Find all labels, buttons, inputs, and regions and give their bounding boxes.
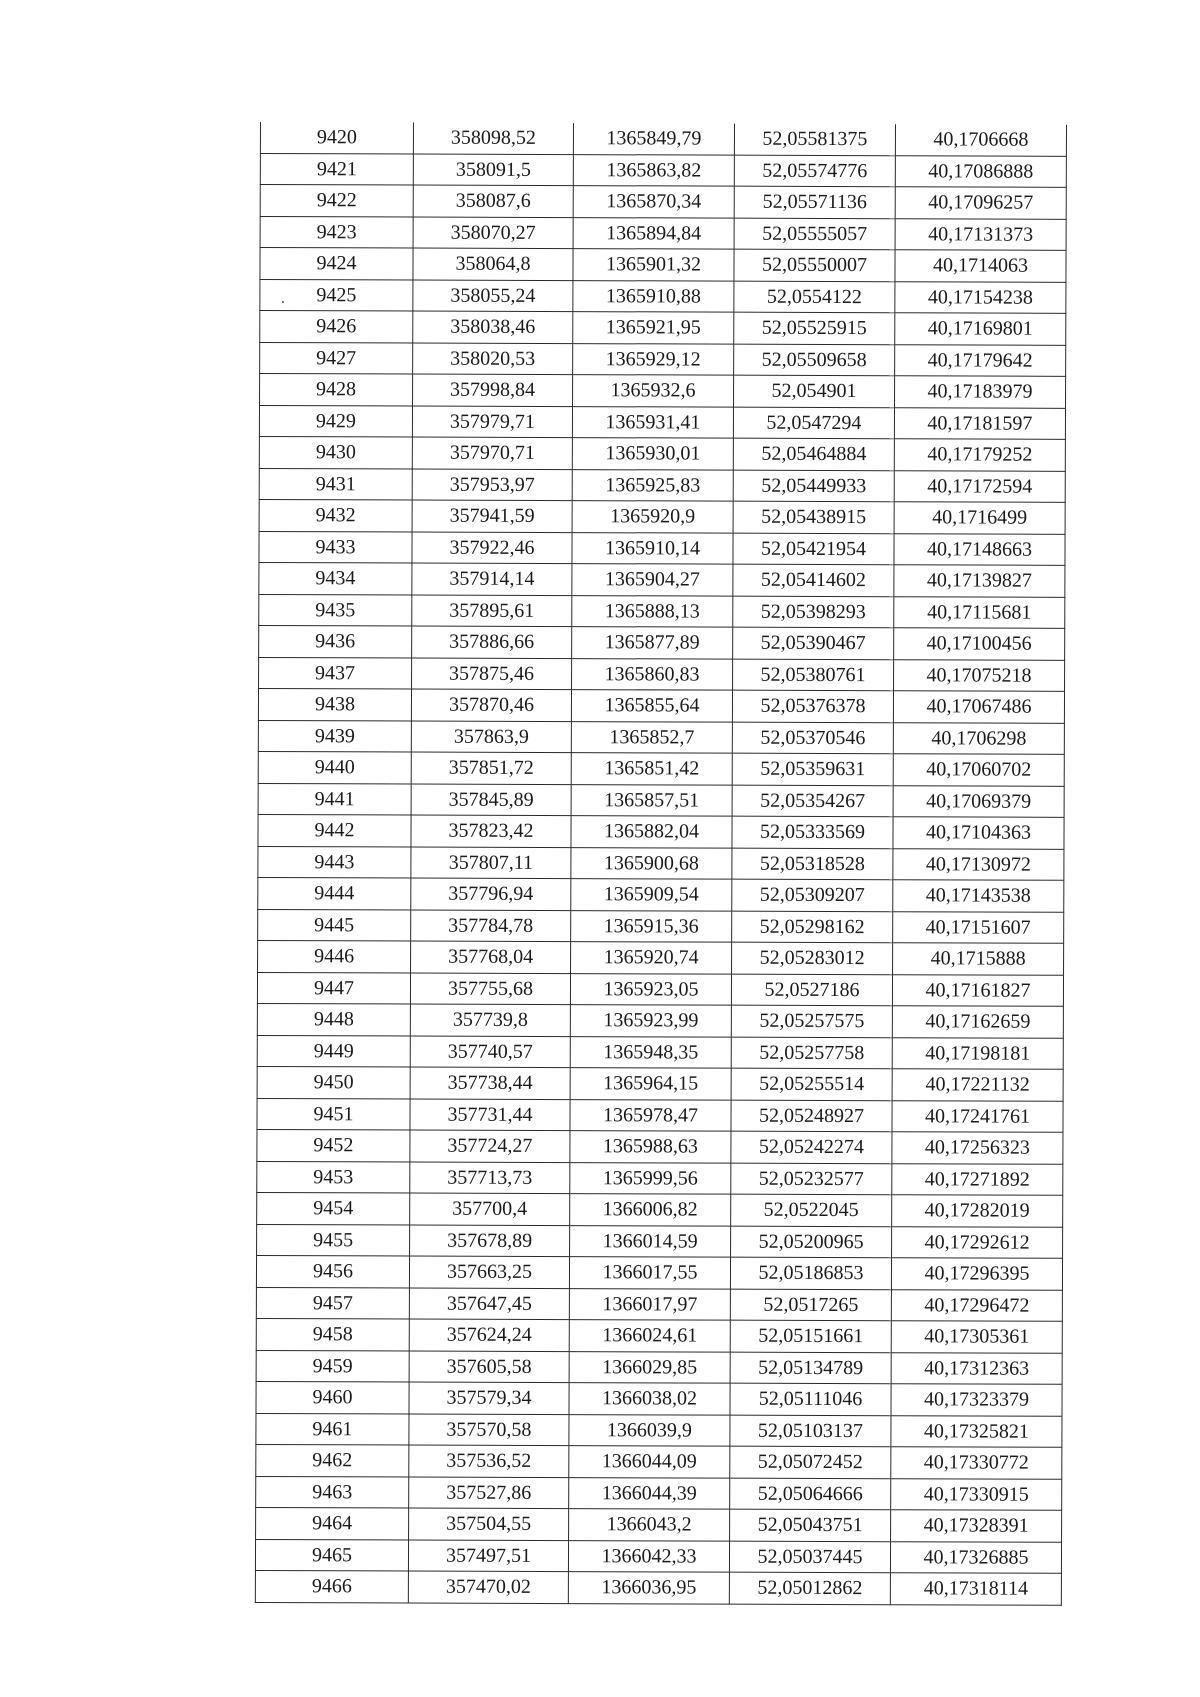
x-coordinate-cell: 357979,71 — [412, 406, 572, 438]
x-coordinate-cell: 357678,89 — [410, 1225, 570, 1257]
table-row — [257, 1224, 1063, 1258]
point-number-cell: 9452 — [257, 1129, 410, 1161]
longitude-cell: 40,17069379 — [893, 785, 1064, 817]
table-row — [256, 1350, 1062, 1384]
y-coordinate-cell: 1365877,89 — [572, 627, 733, 659]
table-row — [258, 814, 1064, 848]
y-coordinate-cell: 1365921,95 — [573, 312, 734, 344]
latitude-cell: 52,05581375 — [734, 124, 895, 156]
x-coordinate-cell: 358098,52 — [413, 123, 573, 155]
x-coordinate-cell: 357863,9 — [411, 721, 571, 753]
table-row — [259, 468, 1065, 502]
latitude-cell: 52,05232577 — [731, 1163, 892, 1195]
longitude-cell: 40,1714063 — [895, 250, 1066, 282]
longitude-cell: 40,17282019 — [892, 1195, 1063, 1227]
latitude-cell: 52,05359631 — [732, 753, 893, 785]
latitude-cell: 52,054901 — [734, 375, 895, 407]
latitude-cell: 52,05298162 — [732, 911, 893, 943]
x-coordinate-cell: 357713,73 — [410, 1162, 570, 1194]
latitude-cell: 52,05134789 — [730, 1352, 891, 1384]
point-number-cell: 9462 — [256, 1444, 409, 1476]
longitude-cell: 40,17296395 — [891, 1258, 1062, 1290]
latitude-cell: 52,05449933 — [733, 470, 894, 502]
longitude-cell: 40,17198181 — [892, 1037, 1063, 1069]
longitude-cell: 40,17096257 — [895, 187, 1066, 219]
x-coordinate-cell: 357796,94 — [411, 878, 571, 910]
longitude-cell: 40,17151607 — [893, 911, 1064, 943]
coordinates-table — [255, 122, 1067, 1605]
latitude-cell: 52,05111046 — [730, 1383, 891, 1415]
x-coordinate-cell: 357845,89 — [411, 784, 571, 816]
point-number-cell: 9464 — [256, 1507, 409, 1539]
point-number-cell: 9432 — [259, 499, 412, 531]
longitude-cell: 40,1715888 — [893, 943, 1064, 975]
table-row — [257, 1161, 1063, 1195]
y-coordinate-cell: 1365915,36 — [571, 910, 732, 942]
y-coordinate-cell: 1365863,82 — [573, 154, 734, 186]
table-row — [260, 153, 1066, 187]
table-row — [258, 909, 1064, 943]
point-number-cell: 9427 — [260, 342, 413, 374]
latitude-cell: 52,05354267 — [732, 785, 893, 817]
x-coordinate-cell: 357807,11 — [411, 847, 571, 879]
latitude-cell: 52,05043751 — [730, 1509, 891, 1541]
y-coordinate-cell: 1365901,32 — [573, 249, 734, 281]
longitude-cell: 40,1716499 — [894, 502, 1065, 534]
table-row — [259, 594, 1065, 628]
x-coordinate-cell: 357875,46 — [412, 658, 572, 690]
longitude-cell: 40,17296472 — [891, 1289, 1062, 1321]
longitude-cell: 40,17330772 — [891, 1447, 1062, 1479]
point-number-cell: 9465 — [255, 1539, 408, 1571]
table-row — [257, 1003, 1063, 1037]
longitude-cell: 40,17326885 — [890, 1541, 1061, 1573]
x-coordinate-cell: 357470,02 — [408, 1571, 568, 1603]
point-number-cell: 9461 — [256, 1413, 409, 1445]
point-number-cell: 9443 — [258, 846, 411, 878]
latitude-cell: 52,05574776 — [734, 155, 895, 187]
point-number-cell: 9459 — [256, 1350, 409, 1382]
longitude-cell: 40,17325821 — [891, 1415, 1062, 1447]
point-number-cell: 9429 — [259, 405, 412, 437]
table-row — [257, 1066, 1063, 1100]
point-number-cell: 9424 — [260, 248, 413, 280]
point-number-cell: 9421 — [260, 153, 413, 185]
latitude-cell: 52,05242274 — [731, 1131, 892, 1163]
table-row — [258, 688, 1064, 722]
latitude-cell: 52,05398293 — [733, 596, 894, 628]
longitude-cell: 40,17318114 — [890, 1573, 1061, 1605]
latitude-cell: 52,05438915 — [733, 501, 894, 533]
table-row — [260, 122, 1066, 156]
table-row — [258, 940, 1064, 974]
table-row — [260, 342, 1066, 376]
latitude-cell: 52,0522045 — [731, 1194, 892, 1226]
longitude-cell: 40,17131373 — [895, 218, 1066, 250]
table-body — [255, 122, 1066, 1605]
x-coordinate-cell: 357663,25 — [409, 1256, 569, 1288]
longitude-cell: 40,17323379 — [891, 1384, 1062, 1416]
table-row — [258, 751, 1064, 785]
longitude-cell: 40,17130972 — [893, 848, 1064, 880]
table-row — [255, 1570, 1061, 1604]
point-number-cell: 9455 — [257, 1224, 410, 1256]
latitude-cell: 52,05390467 — [733, 627, 894, 659]
longitude-cell: 40,17305361 — [891, 1321, 1062, 1353]
point-number-cell: 9460 — [256, 1381, 409, 1413]
point-number-cell: 9457 — [256, 1287, 409, 1319]
y-coordinate-cell: 1365978,47 — [570, 1099, 731, 1131]
longitude-cell: 40,17256323 — [892, 1132, 1063, 1164]
longitude-cell: 40,17183979 — [895, 376, 1066, 408]
longitude-cell: 40,17221132 — [892, 1069, 1063, 1101]
x-coordinate-cell: 357739,8 — [410, 1004, 570, 1036]
point-number-cell: 9439 — [258, 720, 411, 752]
point-number-cell: 9435 — [259, 594, 412, 626]
latitude-cell: 52,05464884 — [733, 438, 894, 470]
y-coordinate-cell: 1366036,95 — [568, 1572, 729, 1604]
y-coordinate-cell: 1365931,41 — [572, 406, 733, 438]
point-number-cell: 9437 — [259, 657, 412, 689]
longitude-cell: 40,17148663 — [894, 533, 1065, 565]
point-number-cell: 9442 — [258, 814, 411, 846]
x-coordinate-cell: 357536,52 — [409, 1445, 569, 1477]
x-coordinate-cell: 357851,72 — [411, 752, 571, 784]
y-coordinate-cell: 1365904,27 — [572, 564, 733, 596]
longitude-cell: 40,17161827 — [892, 974, 1063, 1006]
table-row — [256, 1381, 1062, 1415]
y-coordinate-cell: 1365923,05 — [570, 973, 731, 1005]
point-number-cell: 9426 — [260, 311, 413, 343]
y-coordinate-cell: 1366044,39 — [569, 1477, 730, 1509]
x-coordinate-cell: 357886,66 — [412, 626, 572, 658]
point-number-cell: 9449 — [257, 1035, 410, 1067]
table-row — [260, 374, 1066, 408]
longitude-cell: 40,17075218 — [894, 659, 1065, 691]
point-number-cell: 9420 — [260, 122, 413, 154]
point-number-cell: 9448 — [257, 1003, 410, 1035]
x-coordinate-cell: 358087,6 — [413, 185, 573, 217]
y-coordinate-cell: 1366044,09 — [569, 1446, 730, 1478]
y-coordinate-cell: 1365910,88 — [573, 280, 734, 312]
point-number-cell: 9434 — [259, 562, 412, 594]
x-coordinate-cell: 357605,58 — [409, 1351, 569, 1383]
y-coordinate-cell: 1365894,84 — [573, 217, 734, 249]
longitude-cell: 40,17181597 — [894, 407, 1065, 439]
y-coordinate-cell: 1365870,34 — [573, 186, 734, 218]
latitude-cell: 52,05318528 — [732, 848, 893, 880]
point-number-cell: 9454 — [257, 1192, 410, 1224]
latitude-cell: 52,05555057 — [734, 218, 895, 250]
table-row — [256, 1476, 1062, 1510]
longitude-cell: 40,17292612 — [892, 1226, 1063, 1258]
x-coordinate-cell: 357784,78 — [411, 910, 571, 942]
x-coordinate-cell: 357870,46 — [411, 689, 571, 721]
x-coordinate-cell: 357624,24 — [409, 1319, 569, 1351]
longitude-cell: 40,17172594 — [894, 470, 1065, 502]
table-row — [260, 185, 1066, 219]
table-row — [259, 531, 1065, 565]
latitude-cell: 52,05248927 — [731, 1100, 892, 1132]
y-coordinate-cell: 1365948,35 — [570, 1036, 731, 1068]
longitude-cell: 40,17241761 — [892, 1100, 1063, 1132]
latitude-cell: 52,05550007 — [734, 249, 895, 281]
point-number-cell: 9445 — [258, 909, 411, 941]
table-row — [257, 1129, 1063, 1163]
latitude-cell: 52,05376378 — [732, 690, 893, 722]
latitude-cell: 52,05012862 — [729, 1572, 890, 1604]
x-coordinate-cell: 357768,04 — [411, 941, 571, 973]
y-coordinate-cell: 1365999,56 — [570, 1162, 731, 1194]
table-row — [257, 1192, 1063, 1226]
longitude-cell: 40,17271892 — [892, 1163, 1063, 1195]
y-coordinate-cell: 1366043,2 — [569, 1509, 730, 1541]
x-coordinate-cell: 357579,34 — [409, 1382, 569, 1414]
longitude-cell: 40,17100456 — [894, 628, 1065, 660]
x-coordinate-cell: 357504,55 — [409, 1508, 569, 1540]
y-coordinate-cell: 1365909,54 — [571, 879, 732, 911]
latitude-cell: 52,05186853 — [730, 1257, 891, 1289]
x-coordinate-cell: 358064,8 — [413, 248, 573, 280]
y-coordinate-cell: 1365920,74 — [571, 942, 732, 974]
point-number-cell: 9444 — [258, 877, 411, 909]
table-row — [260, 279, 1066, 313]
x-coordinate-cell: 357738,44 — [410, 1067, 570, 1099]
table-row — [256, 1507, 1062, 1541]
y-coordinate-cell: 1366039,9 — [569, 1414, 730, 1446]
table-row — [260, 311, 1066, 345]
table-row — [255, 1539, 1061, 1573]
x-coordinate-cell: 357497,51 — [408, 1540, 568, 1572]
y-coordinate-cell: 1365852,7 — [571, 721, 732, 753]
latitude-cell: 52,0517265 — [730, 1289, 891, 1321]
y-coordinate-cell: 1365882,04 — [571, 816, 732, 848]
y-coordinate-cell: 1366017,55 — [569, 1257, 730, 1289]
point-number-cell: 9438 — [258, 688, 411, 720]
x-coordinate-cell: 357914,14 — [412, 563, 572, 595]
latitude-cell: 52,05200965 — [731, 1226, 892, 1258]
y-coordinate-cell: 1366024,61 — [569, 1320, 730, 1352]
longitude-cell: 40,17162659 — [892, 1006, 1063, 1038]
x-coordinate-cell: 357570,58 — [409, 1414, 569, 1446]
y-coordinate-cell: 1365857,51 — [571, 784, 732, 816]
y-coordinate-cell: 1365988,63 — [570, 1131, 731, 1163]
longitude-cell: 40,17115681 — [894, 596, 1065, 628]
point-number-cell: 9446 — [258, 940, 411, 972]
latitude-cell: 52,05255514 — [731, 1068, 892, 1100]
latitude-cell: 52,05414602 — [733, 564, 894, 596]
longitude-cell: 40,17086888 — [895, 155, 1066, 187]
latitude-cell: 52,05571136 — [734, 186, 895, 218]
table-row — [257, 1098, 1063, 1132]
point-number-cell: 9450 — [257, 1066, 410, 1098]
x-coordinate-cell: 358070,27 — [413, 217, 573, 249]
point-number-cell: 9428 — [260, 374, 413, 406]
point-number-cell: 9458 — [256, 1318, 409, 1350]
y-coordinate-cell: 1365923,99 — [570, 1005, 731, 1037]
y-coordinate-cell: 1366017,97 — [569, 1288, 730, 1320]
x-coordinate-cell: 357527,86 — [409, 1477, 569, 1509]
table-row — [257, 972, 1063, 1006]
y-coordinate-cell: 1365920,9 — [572, 501, 733, 533]
longitude-cell: 40,1706668 — [895, 124, 1066, 156]
x-coordinate-cell: 357647,45 — [409, 1288, 569, 1320]
y-coordinate-cell: 1365888,13 — [572, 595, 733, 627]
latitude-cell: 52,05037445 — [729, 1541, 890, 1573]
latitude-cell: 52,0547294 — [733, 407, 894, 439]
latitude-cell: 52,05380761 — [733, 659, 894, 691]
longitude-cell: 40,17060702 — [893, 754, 1064, 786]
point-number-cell: 9422 — [260, 185, 413, 217]
point-number-cell: 9456 — [256, 1255, 409, 1287]
point-number-cell: 9453 — [257, 1161, 410, 1193]
table-row — [256, 1444, 1062, 1478]
latitude-cell: 52,0554122 — [734, 281, 895, 313]
x-coordinate-cell: 357998,84 — [413, 374, 573, 406]
y-coordinate-cell: 1366029,85 — [569, 1351, 730, 1383]
table-row — [258, 877, 1064, 911]
point-number-cell: 9451 — [257, 1098, 410, 1130]
y-coordinate-cell: 1365851,42 — [571, 753, 732, 785]
latitude-cell: 52,05283012 — [732, 942, 893, 974]
longitude-cell: 40,17169801 — [895, 313, 1066, 345]
latitude-cell: 52,05064666 — [730, 1478, 891, 1510]
table-row — [258, 720, 1064, 754]
latitude-cell: 52,05257758 — [731, 1037, 892, 1069]
y-coordinate-cell: 1366038,02 — [569, 1383, 730, 1415]
y-coordinate-cell: 1366042,33 — [568, 1540, 729, 1572]
point-number-cell: 9463 — [256, 1476, 409, 1508]
table-row — [259, 562, 1065, 596]
y-coordinate-cell: 1365929,12 — [573, 343, 734, 375]
table-row — [256, 1318, 1062, 1352]
table-row — [260, 248, 1066, 282]
point-number-cell: 9441 — [258, 783, 411, 815]
longitude-cell: 40,17312363 — [891, 1352, 1062, 1384]
table-row — [259, 499, 1065, 533]
x-coordinate-cell: 357755,68 — [410, 973, 570, 1005]
x-coordinate-cell: 357823,42 — [411, 815, 571, 847]
longitude-cell: 40,17143538 — [893, 880, 1064, 912]
y-coordinate-cell: 1365925,83 — [572, 469, 733, 501]
point-number-cell: 9436 — [259, 625, 412, 657]
point-number-cell: 9466 — [255, 1570, 408, 1602]
table-row — [256, 1413, 1062, 1447]
table-row — [256, 1255, 1062, 1289]
y-coordinate-cell: 1366006,82 — [570, 1194, 731, 1226]
x-coordinate-cell: 357922,46 — [412, 532, 572, 564]
latitude-cell: 52,05370546 — [732, 722, 893, 754]
table-row — [259, 405, 1065, 439]
x-coordinate-cell: 358091,5 — [413, 154, 573, 186]
latitude-cell: 52,05072452 — [730, 1446, 891, 1478]
x-coordinate-cell: 357700,4 — [410, 1193, 570, 1225]
y-coordinate-cell: 1366014,59 — [570, 1225, 731, 1257]
longitude-cell: 40,17067486 — [893, 691, 1064, 723]
longitude-cell: 40,17139827 — [894, 565, 1065, 597]
latitude-cell: 52,05151661 — [730, 1320, 891, 1352]
latitude-cell: 52,05525915 — [734, 312, 895, 344]
point-number-cell: 9430 — [259, 436, 412, 468]
x-coordinate-cell: 357970,71 — [412, 437, 572, 469]
table-row — [259, 436, 1065, 470]
table-row — [260, 216, 1066, 250]
x-coordinate-cell: 357953,97 — [412, 469, 572, 501]
point-number-cell: 9433 — [259, 531, 412, 563]
table-row — [259, 657, 1065, 691]
table-row — [259, 625, 1065, 659]
longitude-cell: 40,17179642 — [895, 344, 1066, 376]
y-coordinate-cell: 1365900,68 — [571, 847, 732, 879]
longitude-cell: 40,17330915 — [891, 1478, 1062, 1510]
x-coordinate-cell: 358055,24 — [413, 280, 573, 312]
y-coordinate-cell: 1365930,01 — [572, 438, 733, 470]
point-number-cell: 9440 — [258, 751, 411, 783]
longitude-cell: 40,1706298 — [893, 722, 1064, 754]
latitude-cell: 52,0527186 — [731, 974, 892, 1006]
point-number-cell: 9425 — [260, 279, 413, 311]
point-number-cell: 9423 — [260, 216, 413, 248]
latitude-cell: 52,05257575 — [731, 1005, 892, 1037]
y-coordinate-cell: 1365932,6 — [573, 375, 734, 407]
latitude-cell: 52,05309207 — [732, 879, 893, 911]
table-row — [256, 1287, 1062, 1321]
x-coordinate-cell: 357731,44 — [410, 1099, 570, 1131]
latitude-cell: 52,05421954 — [733, 533, 894, 565]
latitude-cell: 52,05103137 — [730, 1415, 891, 1447]
point-number-cell: 9431 — [259, 468, 412, 500]
table-row — [257, 1035, 1063, 1069]
y-coordinate-cell: 1365910,14 — [572, 532, 733, 564]
latitude-cell: 52,05509658 — [734, 344, 895, 376]
x-coordinate-cell: 357941,59 — [412, 500, 572, 532]
latitude-cell: 52,05333569 — [732, 816, 893, 848]
table-row — [258, 783, 1064, 817]
x-coordinate-cell: 358038,46 — [413, 311, 573, 343]
x-coordinate-cell: 357740,57 — [410, 1036, 570, 1068]
y-coordinate-cell: 1365849,79 — [573, 123, 734, 155]
y-coordinate-cell: 1365964,15 — [570, 1068, 731, 1100]
x-coordinate-cell: 358020,53 — [413, 343, 573, 375]
longitude-cell: 40,17179252 — [894, 439, 1065, 471]
point-number-cell: 9447 — [257, 972, 410, 1004]
y-coordinate-cell: 1365855,64 — [571, 690, 732, 722]
table-row — [258, 846, 1064, 880]
y-coordinate-cell: 1365860,83 — [572, 658, 733, 690]
longitude-cell: 40,17104363 — [893, 817, 1064, 849]
longitude-cell: 40,17328391 — [891, 1510, 1062, 1542]
longitude-cell: 40,17154238 — [895, 281, 1066, 313]
x-coordinate-cell: 357724,27 — [410, 1130, 570, 1162]
x-coordinate-cell: 357895,61 — [412, 595, 572, 627]
